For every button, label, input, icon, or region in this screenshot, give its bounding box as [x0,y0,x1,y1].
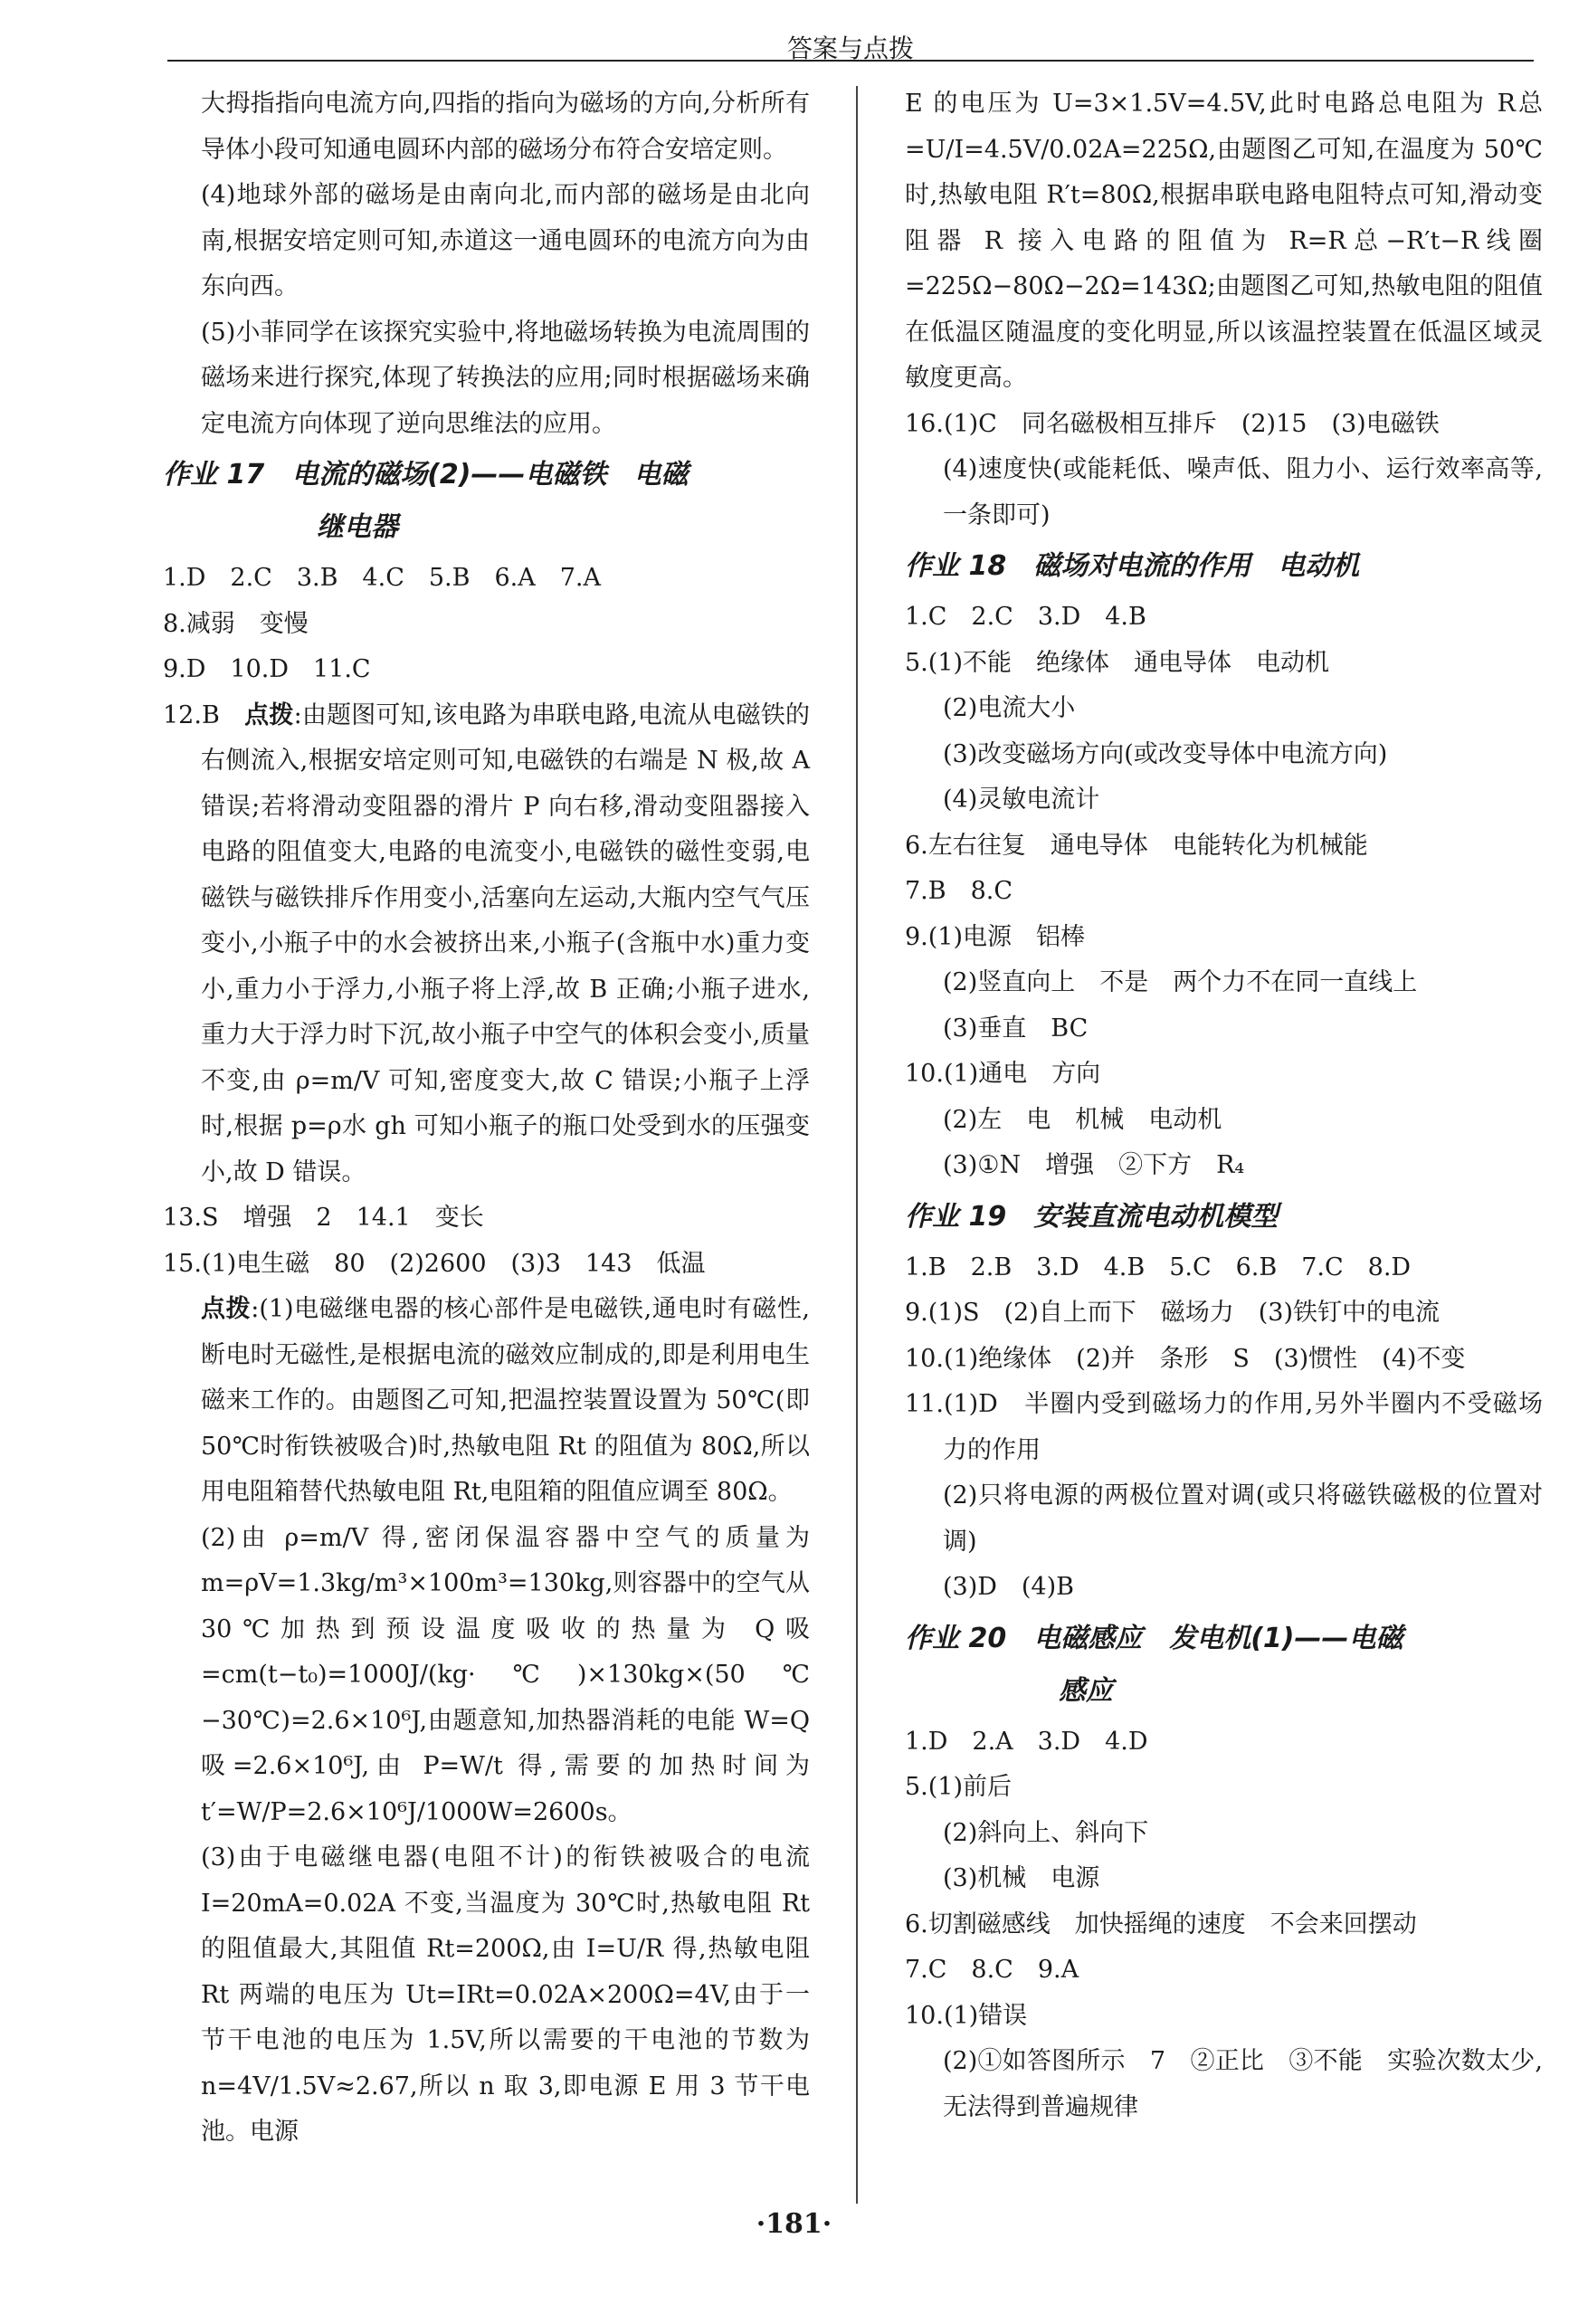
body-text: 8.减弱 变慢 [163,609,309,638]
section-heading-text: 作业 17 电流的磁场(2)——电磁铁 电磁 [163,459,689,491]
explanation-paragraph [905,1098,1543,1144]
section-heading-cont: 感应 [1059,1674,1113,1707]
body-text: 1.D 2.C 3.B 4.C 5.B 6.A 7.A [163,564,601,592]
body-text: 9.D 10.D 11.C [163,655,371,683]
body-text: (4)灵敏电流计 [943,786,1100,814]
body-text: (3)由于电磁继电器(电阻不计)的衔铁被吸合的电流 I=20mA=0.02A 不变,当温度为 30℃时,热敏电阻 Rt 的阻值最大,其阻值 Rt=200Ω,由 I=U/R 得,热敏电阻 Rt 两端的电压为 Ut=IRt=0.02A×200Ω=4V,由于一节干电池的电压为 1.5V,所以需要的干电池的节数为 n=4V/1.5V≈2.67,所以 n 取 3,即电源 E 用 3 节干电池。电源 [201,1843,818,2146]
hint-label: 点拨 [244,700,294,729]
body-text: (2)①如答图所示 7 ②正比 ③不能 实验次数太少,无法得到普遍规律 [943,2047,1543,2121]
body-text: (2)由 ρ=m/V 得,密闭保温容器中空气的质量为 m=ρV=1.3kg/m³×100m³=130kg,则容器中的空气从 30℃加热到预设温度吸收的热量为 Q吸=cm(t−t₀)=1000J/(kg·℃)×130kg×(50℃−30℃)=2.6×10⁶J,由题意知,加热器消耗的电能 W=Q吸=2.6×10⁶J,由 P=W/t 得,需要的加热时间为 t′=W/P=2.6×10⁶J/1000W=2600s。 [201,1523,818,1826]
body-text: :由题图可知,该电路为串联电路,电流从电磁铁的右侧流入,根据安培定则可知,电磁铁的右端是 N 极,故 A 错误;若将滑动变阻器的滑片 P 向右移,滑动变阻器接入电路的阻值变大,电路的电流变小,电磁铁的磁性变弱,电磁铁与磁铁排斥作用变小,活塞向左运动,大瓶内空气气压变小,小瓶子中的水会被挤出来,小瓶子(含瓶中水)重力变小,重力小于浮力,小瓶子将上浮,故 B 正确;小瓶子进水,重力大于浮力时下沉,故小瓶子中空气的体积会变小,质量不变,由 ρ=m/V 可知,密度变大,故 C 错误;小瓶子上浮时,根据 p=ρ水 gh 可知小瓶子的瓶口处受到水的压强变小,故 D 错误。 [201,700,818,1186]
body-text: 9.(1)电源 铝棒 [905,922,1086,951]
explanation-paragraph [163,1287,818,1516]
answer-line [905,402,1543,448]
body-text: (3)机械 电源 [943,1864,1100,1892]
answer-line [905,595,1543,641]
answer-line [163,602,810,648]
explanation-paragraph [163,1516,818,1836]
section-heading-cont: 继电器 [317,511,398,543]
answer-line [163,1195,810,1242]
body-text: (2)只将电源的两极位置对调(或只将磁铁磁极的位置对调) [943,1481,1543,1556]
header-rule [167,60,1534,62]
body-text: 1.D 2.A 3.D 4.D [905,1727,1148,1756]
explanation-paragraph [163,81,810,173]
body-text: (2)斜向上、斜向下 [943,1818,1149,1847]
body-text: E 的电压为 U=3×1.5V=4.5V,此时电路总电阻为 R总=U/I=4.5V/0.02A=225Ω,由题图乙可知,在温度为 50℃时,热敏电阻 R′t=80Ω,根据串联电路电阻特点可知,滑动变阻器 R 接入电路的阻值为 R=R总−R′t−R线圈=225Ω−80Ω−2Ω=143Ω;由题图乙可知,热敏电阻的阻值在低温区随温度的变化明显,所以该温控装置在低温区域灵敏度更高。 [905,90,1543,392]
explanation-paragraph [905,1143,1543,1189]
body-text: (2)左 电 机械 电动机 [943,1105,1222,1134]
section-heading-text: 作业 18 磁场对电流的作用 电动机 [905,550,1360,582]
answer-line [905,1052,1543,1098]
hint-label: 点拨 [201,1295,252,1323]
body-text: 15.(1)电生磁 80 (2)2600 (3)3 143 低温 [163,1249,706,1278]
explanation-paragraph [163,310,810,448]
body-text: 11.(1)D 半圈内受到磁场力的作用,另外半圈内不受磁场力的作用 [905,1390,1543,1464]
explanation-paragraph [163,173,810,310]
answer-line [905,1245,1543,1291]
body-text: (3)垂直 BC [943,1014,1089,1043]
page-number: ·181· [756,2208,832,2240]
answer-line [163,693,818,1196]
body-text: (4)地球外部的磁场是由南向北,而内部的磁场是由北向南,根据安培定则可知,赤道这一通电圆环的电流方向为由东向西。 [201,181,810,300]
body-text: :(1)电磁继电器的核心部件是电磁铁,通电时有磁性,断电时无磁性,是根据电流的磁效应制成的,即是利用电生磁来工作的。由题图乙可知,把温控装置设置为 50℃(即 50℃时衔铁被吸合)时,热敏电阻 Rt 的阻值为 80Ω,所以用电阻箱替代热敏电阻 Rt,电阻箱的阻值应调至 80Ω。 [201,1295,818,1506]
body-text: 9.(1)S (2)自上而下 磁场力 (3)铁钉中的电流 [905,1299,1440,1327]
explanation-paragraph [163,1835,818,2156]
answer-line [905,1291,1543,1337]
answer-line [905,641,1543,687]
body-text: 1.C 2.C 3.D 4.B [905,603,1146,631]
answer-line [905,869,1543,915]
explanation-paragraph [905,1473,1543,1565]
body-text: (2)电流大小 [943,694,1076,722]
body-text: 7.B 8.C [905,877,1013,905]
left-column [163,81,818,2156]
explanation-paragraph [905,1811,1543,1857]
section-heading-text: 作业 19 安装直流电动机模型 [905,1200,1279,1233]
explanation-paragraph [905,1856,1543,1902]
explanation-paragraph [905,732,1543,778]
section-heading [163,449,810,554]
explanation-paragraph [905,1006,1543,1052]
body-text: 6.切割磁感线 加快摇绳的速度 不会来回摆动 [905,1910,1417,1938]
answer-number: 12.B [163,700,245,729]
body-text: 5.(1)不能 绝缘体 通电导体 电动机 [905,648,1330,677]
body-text: 13.S 增强 2 14.1 变长 [163,1204,484,1232]
answer-line [905,1902,1543,1948]
explanation-paragraph [905,686,1543,732]
answer-line [905,1765,1543,1811]
body-text: 10.(1)通电 方向 [905,1060,1101,1088]
section-heading [905,540,1543,593]
answer-line [905,1337,1543,1383]
answer-line [163,1242,810,1288]
body-text: (3)改变磁场方向(或改变导体中电流方向) [943,739,1388,768]
explanation-paragraph [905,777,1543,824]
answer-line [905,1948,1543,1994]
answer-line [163,647,810,693]
column-divider [856,86,858,2204]
answer-line [905,1382,1543,1473]
body-text: 6.左右往复 通电导体 电能转化为机械能 [905,831,1368,860]
answer-line [905,915,1543,961]
explanation-paragraph [905,447,1543,538]
body-text: (2)竖直向上 不是 两个力不在同一直线上 [943,968,1418,996]
section-heading [905,1613,1543,1718]
body-text: 10.(1)错误 [905,2001,1028,2030]
running-header [167,22,1534,63]
answer-line [905,1719,1543,1766]
right-column [905,81,1543,2130]
body-text: (3)D (4)B [943,1573,1074,1601]
section-heading-text: 作业 20 电磁感应 发电机(1)——电磁 [905,1622,1403,1654]
body-text: 10.(1)绝缘体 (2)并 条形 S (3)惯性 (4)不变 [905,1344,1466,1373]
answer-line [905,1994,1543,2040]
header-title: 答案与点拨 [786,33,914,63]
body-text: 16.(1)C 同名磁极相互排斥 (2)15 (3)电磁铁 [905,409,1440,438]
body-text: (5)小菲同学在该探究实验中,将地磁场转换为电流周围的磁场来进行探究,体现了转换法的应用;同时根据磁场来确定电流方向体现了逆向思维法的应用。 [201,318,810,438]
body-text: 7.C 8.C 9.A [905,1956,1079,1984]
body-text: 1.B 2.B 3.D 4.B 5.C 6.B 7.C 8.D [905,1252,1412,1281]
body-text: (4)速度快(或能耗低、噪声低、阻力小、运行效率高等,一条即可) [943,455,1543,529]
answer-line [163,556,810,602]
answer-line [905,824,1543,870]
explanation-paragraph [905,81,1543,402]
explanation-paragraph [905,2039,1543,2130]
body-text: 大拇指指向电流方向,四指的指向为磁场的方向,分析所有导体小段可知通电圆环内部的磁场分布符合安培定则。 [201,90,810,164]
body-text: (3)①N 增强 ②下方 R₄ [943,1151,1245,1179]
explanation-paragraph [905,1565,1543,1611]
body-text: 5.(1)前后 [905,1773,1013,1801]
section-heading [905,1191,1543,1243]
explanation-paragraph [905,960,1543,1006]
